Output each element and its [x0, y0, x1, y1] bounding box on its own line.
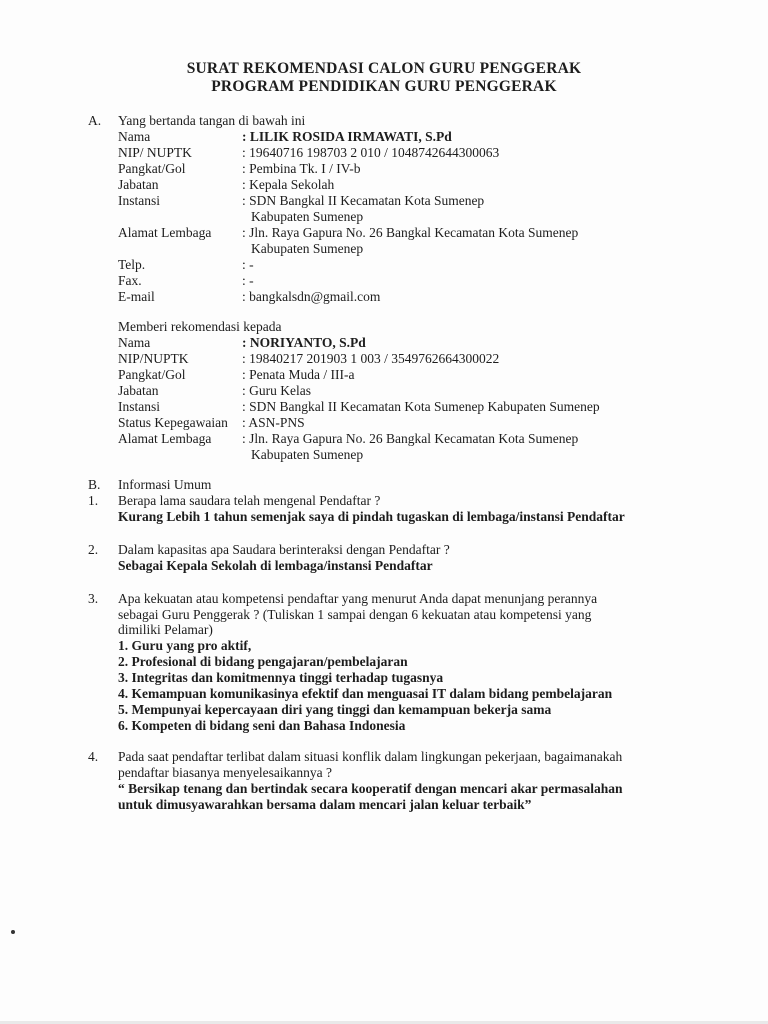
list-item: 4. Kemampuan komunikasinya efektif dan menguasai IT dalam bidang pembelajaran — [118, 686, 613, 701]
field-label: Pangkat/Gol — [118, 367, 186, 382]
field-value: : NORIYANTO, S.Pd — [242, 335, 366, 350]
field-value: : SDN Bangkal II Kecamatan Kota Sumenep — [242, 193, 485, 208]
field-label: NIP/ NUPTK — [118, 145, 192, 160]
recipient-row-pangkat — [118, 367, 718, 383]
field-label: NIP/NUPTK — [118, 351, 189, 366]
field-label: Pangkat/Gol — [118, 161, 186, 176]
recommendation-intro: Memberi rekomendasi kepada — [118, 319, 282, 334]
section-b-letter: B. — [88, 477, 101, 492]
section-a-intro: Yang bertanda tangan di bawah ini — [118, 113, 306, 128]
question-1-number: 1. — [88, 493, 99, 508]
field-value: : - — [242, 273, 254, 288]
question-2-answer: Sebagai Kepala Sekolah di lembaga/instansi Pendaftar — [118, 558, 433, 573]
field-label: Status Kepegawaian — [118, 415, 228, 430]
field-label: Jabatan — [118, 177, 159, 192]
field-value: : 19640716 198703 2 010 / 1048742644300063 — [242, 145, 500, 160]
signer-instansi-continuation: Kabupaten Sumenep — [251, 209, 364, 224]
field-label: E-mail — [118, 289, 155, 304]
field-value: : - — [242, 257, 254, 272]
recipient-row-status — [118, 415, 718, 431]
list-item: 1. Guru yang pro aktif, — [118, 638, 252, 653]
field-label: Instansi — [118, 399, 160, 414]
recipient-row-nama — [118, 335, 718, 351]
question-1-text: Berapa lama saudara telah mengenal Pendaftar ? — [118, 493, 381, 508]
program-title: PROGRAM PENDIDIKAN GURU PENGGERAK — [211, 78, 557, 95]
field-label: Fax. — [118, 273, 142, 288]
signer-alamat-continuation: Kabupaten Sumenep — [251, 241, 364, 256]
question-4-answer-line-2: untuk dimusyawarahkan bersama dalam mencari jalan keluar terbaik” — [118, 797, 532, 812]
field-value: : bangkalsdn@gmail.com — [242, 289, 381, 304]
field-value: : 19840217 201903 1 003 / 3549762664300022 — [242, 351, 500, 366]
field-value: : Jln. Raya Gapura No. 26 Bangkal Kecamatan Kota Sumenep — [242, 225, 579, 240]
signer-row-pangkat — [118, 161, 718, 177]
question-3-line-2: sebagai Guru Penggerak ? (Tuliskan 1 sampai dengan 6 kekuatan atau kompetensi yang — [118, 607, 592, 622]
section-a-letter: A. — [88, 113, 102, 128]
field-value: : Penata Muda / III-a — [242, 367, 355, 382]
field-label: Alamat Lembaga — [118, 225, 212, 240]
field-value: : Pembina Tk. I / IV-b — [242, 161, 361, 176]
question-4-answer-line-1: “ Bersikap tenang dan bertindak secara kooperatif dengan mencari akar permasalahan — [118, 781, 623, 796]
field-value: : Jln. Raya Gapura No. 26 Bangkal Kecamatan Kota Sumenep — [242, 431, 579, 446]
field-label: Jabatan — [118, 383, 159, 398]
signer-row-nip — [118, 145, 718, 161]
field-value: : ASN-PNS — [242, 415, 305, 430]
letter-title: SURAT REKOMENDASI CALON GURU PENGGERAK — [186, 60, 582, 77]
list-item: 5. Mempunyai kepercayaan diri yang tinggi dan kemampuan bekerja sama — [118, 702, 552, 717]
field-label: Nama — [118, 335, 151, 350]
field-label: Instansi — [118, 193, 160, 208]
signer-row-instansi — [118, 193, 718, 209]
signer-row-jabatan — [118, 177, 718, 193]
list-item: 3. Integritas dan komitmennya tinggi terhadap tugasnya — [118, 670, 444, 685]
list-item: 2. Profesional di bidang pengajaran/pembelajaran — [118, 654, 408, 669]
signer-row-telp — [118, 257, 718, 273]
question-2-text: Dalam kapasitas apa Saudara berinteraksi dengan Pendaftar ? — [118, 542, 450, 557]
recipient-alamat-continuation: Kabupaten Sumenep — [251, 447, 364, 462]
field-value: : Kepala Sekolah — [242, 177, 335, 192]
field-value: : Guru Kelas — [242, 383, 311, 398]
question-1-answer: Kurang Lebih 1 tahun semenjak saya di pindah tugaskan di lembaga/instansi Pendaftar — [118, 509, 625, 524]
question-4-line-2: pendaftar biasanya menyelesaikannya ? — [118, 765, 333, 780]
field-value: : LILIK ROSIDA IRMAWATI, S.Pd — [242, 129, 452, 144]
question-3-number: 3. — [88, 591, 99, 606]
signer-row-alamat — [118, 225, 718, 241]
section-b-heading: Informasi Umum — [118, 477, 212, 492]
signer-row-fax — [118, 273, 718, 289]
question-4-line-1: Pada saat pendaftar terlibat dalam situasi konflik dalam lingkungan pekerjaan, bagaimanakah — [118, 749, 623, 764]
recipient-row-alamat — [118, 431, 718, 447]
field-label: Nama — [118, 129, 151, 144]
signer-row-nama — [118, 129, 718, 145]
question-3-line-1: Apa kekuatan atau kompetensi pendaftar yang menurut Anda dapat menunjang perannya — [118, 591, 598, 606]
field-label: Alamat Lembaga — [118, 431, 212, 446]
question-4-number: 4. — [88, 749, 99, 764]
signer-row-email — [118, 289, 718, 305]
scan-speck — [11, 930, 15, 934]
list-item: 6. Kompeten di bidang seni dan Bahasa Indonesia — [118, 718, 406, 733]
field-value: : SDN Bangkal II Kecamatan Kota Sumenep Kabupaten Sumenep — [242, 399, 600, 414]
recipient-row-instansi — [118, 399, 718, 415]
question-3-line-3: dimiliki Pelamar) — [118, 622, 213, 637]
recipient-row-nip — [118, 351, 718, 367]
question-2-number: 2. — [88, 542, 99, 557]
field-label: Telp. — [118, 257, 146, 272]
recipient-row-jabatan — [118, 383, 718, 399]
